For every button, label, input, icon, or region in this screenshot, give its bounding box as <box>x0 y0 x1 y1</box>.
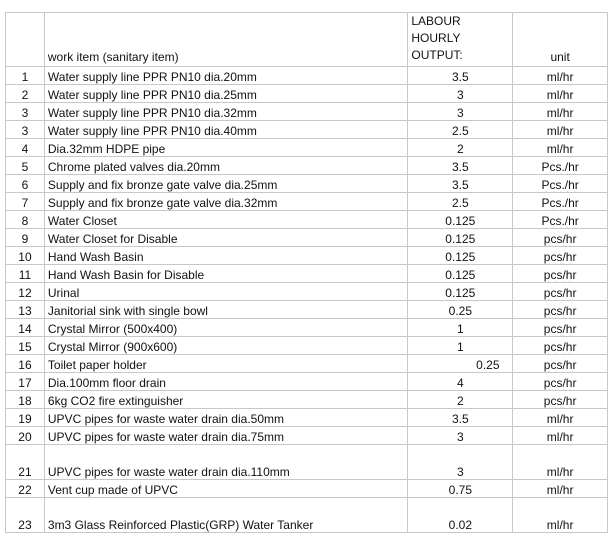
unit-cell[interactable] <box>513 175 608 193</box>
output-cell[interactable]: 3.5 <box>408 175 513 193</box>
table-row <box>6 355 608 373</box>
table-row <box>6 67 608 85</box>
table-row <box>6 480 608 498</box>
unit-cell[interactable] <box>513 211 608 229</box>
unit-cell[interactable] <box>513 247 608 265</box>
table-row <box>6 229 608 247</box>
work-item-cell[interactable]: 3m3 Glass Reinforced Plastic(GRP) Water Tanker <box>44 498 407 533</box>
output-cell[interactable]: 1 <box>408 337 513 355</box>
unit-cell-text: pcs/hr <box>543 322 577 336</box>
header-work-item[interactable]: work item (sanitary item) <box>44 13 407 67</box>
work-item-cell[interactable]: Hand Wash Basin for Disable <box>44 265 407 283</box>
row-number-cell[interactable]: 18 <box>6 391 45 409</box>
unit-cell[interactable]: ml/hr <box>513 427 608 445</box>
unit-cell[interactable] <box>513 301 608 319</box>
work-item-cell[interactable]: Dia.100mm floor drain <box>44 373 407 391</box>
row-number-cell[interactable]: 15 <box>6 337 45 355</box>
header-labour-output[interactable] <box>408 13 513 67</box>
row-number-cell[interactable]: 6 <box>6 175 45 193</box>
unit-cell-text: pcs/hr <box>543 232 577 246</box>
work-item-cell[interactable]: Supply and fix bronze gate valve dia.25mm <box>44 175 407 193</box>
unit-cell[interactable]: ml/hr <box>513 498 608 533</box>
work-item-cell[interactable]: Water supply line PPR PN10 dia.32mm <box>44 103 407 121</box>
row-number-cell[interactable]: 2 <box>6 85 45 103</box>
table-row <box>6 391 608 409</box>
unit-cell-text: pcs/hr <box>543 358 577 372</box>
table-row <box>6 211 608 229</box>
unit-cell[interactable] <box>513 157 608 175</box>
row-number-cell[interactable]: 4 <box>6 139 45 157</box>
table-row <box>6 175 608 193</box>
table-row <box>6 265 608 283</box>
unit-cell[interactable] <box>513 283 608 301</box>
unit-cell-text: pcs/hr <box>543 250 577 264</box>
output-cell[interactable]: 0.125 <box>408 265 513 283</box>
work-item-cell[interactable]: UPVC pipes for waste water drain dia.110mm <box>44 445 407 480</box>
table-row <box>6 85 608 103</box>
table-row <box>6 319 608 337</box>
table-row <box>6 337 608 355</box>
work-item-cell[interactable]: Chrome plated valves dia.20mm <box>44 157 407 175</box>
work-item-cell[interactable]: Urinal <box>44 283 407 301</box>
unit-cell[interactable]: ml/hr <box>513 445 608 480</box>
output-cell[interactable]: 3 <box>408 103 513 121</box>
unit-cell[interactable] <box>513 373 608 391</box>
table-row <box>6 193 608 211</box>
work-item-cell[interactable]: Water supply line PPR PN10 dia.25mm <box>44 85 407 103</box>
unit-cell[interactable]: ml/hr <box>513 121 608 139</box>
unit-cell[interactable] <box>513 265 608 283</box>
work-item-cell[interactable]: 6kg CO2 fire extinguisher <box>44 391 407 409</box>
table-row <box>6 427 608 445</box>
unit-cell-text: Pcs./hr <box>541 160 579 174</box>
table-row <box>6 247 608 265</box>
unit-cell-text: pcs/hr <box>543 340 577 354</box>
output-cell[interactable]: 1 <box>408 319 513 337</box>
output-cell[interactable]: 0.125 <box>408 229 513 247</box>
table-row <box>6 445 608 480</box>
row-number-cell[interactable]: 13 <box>6 301 45 319</box>
work-item-cell[interactable]: Water supply line PPR PN10 dia.20mm <box>44 67 407 85</box>
work-item-cell[interactable]: UPVC pipes for waste water drain dia.75mm <box>44 427 407 445</box>
row-number-cell[interactable]: 3 <box>6 103 45 121</box>
table-row <box>6 139 608 157</box>
unit-cell[interactable] <box>513 193 608 211</box>
output-cell[interactable]: 3 <box>408 85 513 103</box>
unit-cell[interactable]: ml/hr <box>513 409 608 427</box>
table-row <box>6 121 608 139</box>
header-no-cell[interactable] <box>6 13 45 67</box>
header-output-line1: LABOUR HOURLY <box>411 14 461 45</box>
unit-cell[interactable]: ml/hr <box>513 480 608 498</box>
row-number-cell[interactable]: 11 <box>6 265 45 283</box>
row-number-cell[interactable]: 17 <box>6 373 45 391</box>
work-item-cell[interactable]: Water supply line PPR PN10 dia.40mm <box>44 121 407 139</box>
work-item-cell[interactable]: Vent cup made of UPVC <box>44 480 407 498</box>
table-row <box>6 373 608 391</box>
output-cell[interactable] <box>408 355 513 373</box>
output-cell[interactable]: 3.5 <box>408 157 513 175</box>
row-number-cell[interactable]: 21 <box>6 445 45 480</box>
output-cell[interactable]: 0.02 <box>408 498 513 533</box>
unit-cell[interactable]: ml/hr <box>513 103 608 121</box>
unit-cell[interactable]: ml/hr <box>513 67 608 85</box>
row-number-cell[interactable]: 7 <box>6 193 45 211</box>
output-cell[interactable]: 2 <box>408 139 513 157</box>
unit-cell-text: pcs/hr <box>543 394 577 408</box>
unit-cell-text: pcs/hr <box>543 304 577 318</box>
unit-cell[interactable] <box>513 319 608 337</box>
output-cell[interactable]: 3.5 <box>408 67 513 85</box>
unit-cell-text: Pcs./hr <box>541 214 579 228</box>
row-number-cell[interactable]: 14 <box>6 319 45 337</box>
row-number-cell[interactable]: 1 <box>6 67 45 85</box>
output-cell[interactable]: 0.25 <box>408 301 513 319</box>
output-cell[interactable]: 0.125 <box>408 211 513 229</box>
output-cell[interactable]: 0.125 <box>408 247 513 265</box>
work-item-cell[interactable]: UPVC pipes for waste water drain dia.50mm <box>44 409 407 427</box>
table-row <box>6 103 608 121</box>
output-cell[interactable]: 2 <box>408 391 513 409</box>
row-number-cell[interactable]: 10 <box>6 247 45 265</box>
unit-cell-text: pcs/hr <box>543 376 577 390</box>
row-number-cell[interactable]: 9 <box>6 229 45 247</box>
row-number-cell[interactable]: 19 <box>6 409 45 427</box>
work-item-cell[interactable]: Water Closet <box>44 211 407 229</box>
output-cell[interactable]: 0.75 <box>408 480 513 498</box>
output-cell[interactable]: 2.5 <box>408 121 513 139</box>
row-number-cell[interactable]: 8 <box>6 211 45 229</box>
header-output-line2: OUTPUT: <box>411 48 463 62</box>
work-item-cell[interactable]: Toilet paper holder <box>44 355 407 373</box>
work-item-cell[interactable]: Crystal Mirror (500x400) <box>44 319 407 337</box>
work-item-cell[interactable]: Supply and fix bronze gate valve dia.32mm <box>44 193 407 211</box>
output-cell-text: 0.25 <box>476 358 500 372</box>
table-row <box>6 409 608 427</box>
row-number-cell[interactable]: 16 <box>6 355 45 373</box>
output-cell[interactable]: 4 <box>408 373 513 391</box>
labour-output-table <box>5 12 608 533</box>
output-cell[interactable]: 3.5 <box>408 409 513 427</box>
unit-cell[interactable] <box>513 229 608 247</box>
unit-cell-text: Pcs./hr <box>541 196 579 210</box>
row-number-cell[interactable]: 20 <box>6 427 45 445</box>
row-number-cell[interactable]: 12 <box>6 283 45 301</box>
work-item-cell[interactable]: Crystal Mirror (900x600) <box>44 337 407 355</box>
work-item-cell[interactable]: Hand Wash Basin <box>44 247 407 265</box>
output-cell[interactable]: 2.5 <box>408 193 513 211</box>
output-cell[interactable]: 3 <box>408 445 513 480</box>
unit-cell[interactable]: ml/hr <box>513 85 608 103</box>
unit-cell[interactable] <box>513 355 608 373</box>
unit-cell[interactable] <box>513 391 608 409</box>
output-cell[interactable]: 3 <box>408 427 513 445</box>
unit-cell-text: pcs/hr <box>543 286 577 300</box>
header-row <box>6 13 608 67</box>
unit-cell-text: Pcs./hr <box>541 178 579 192</box>
table-row <box>6 301 608 319</box>
unit-cell-text: pcs/hr <box>543 268 577 282</box>
output-cell[interactable]: 0.125 <box>408 283 513 301</box>
row-number-cell[interactable]: 23 <box>6 498 45 533</box>
row-number-cell[interactable]: 22 <box>6 480 45 498</box>
unit-cell[interactable] <box>513 337 608 355</box>
header-unit[interactable]: unit <box>513 13 608 67</box>
unit-cell[interactable]: ml/hr <box>513 139 608 157</box>
work-item-cell[interactable]: Water Closet for Disable <box>44 229 407 247</box>
table-row <box>6 498 608 533</box>
table-row <box>6 157 608 175</box>
row-number-cell[interactable]: 5 <box>6 157 45 175</box>
work-item-cell[interactable]: Dia.32mm HDPE pipe <box>44 139 407 157</box>
table-row <box>6 283 608 301</box>
row-number-cell[interactable]: 3 <box>6 121 45 139</box>
work-item-cell[interactable]: Janitorial sink with single bowl <box>44 301 407 319</box>
